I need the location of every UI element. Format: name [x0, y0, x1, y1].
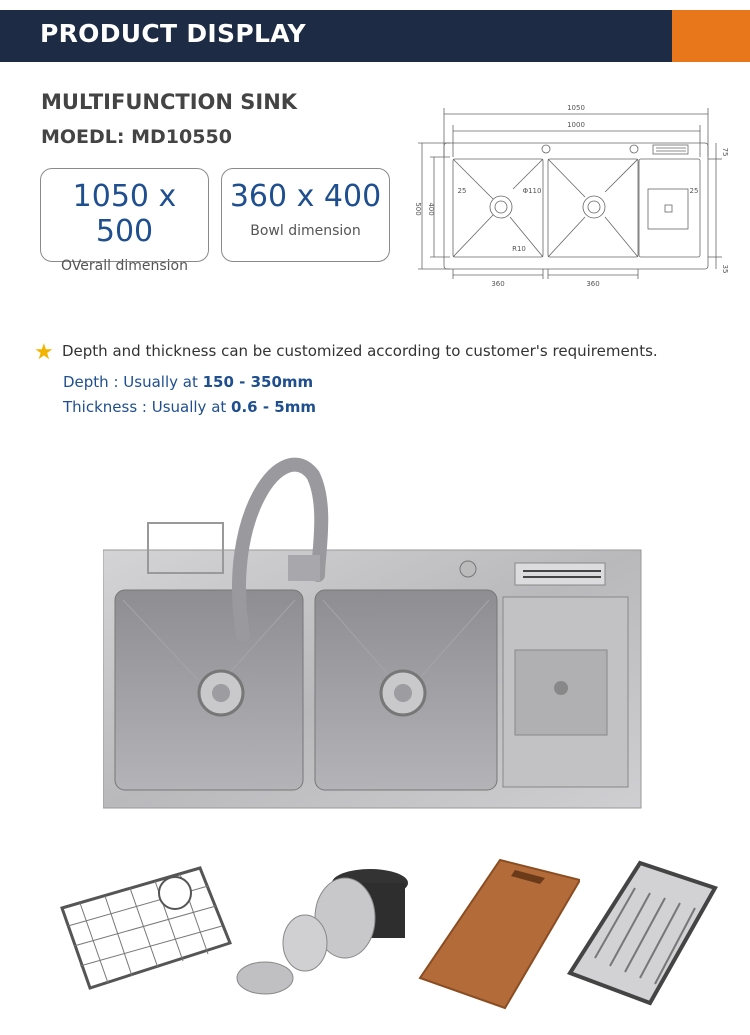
- grid-rack-photo: [50, 848, 235, 1013]
- strainer-photo: [235, 848, 415, 1013]
- note-text: Depth and thickness can be customized according to customer's requirements.: [62, 342, 658, 360]
- technical-drawing: [410, 97, 730, 289]
- star-icon: ★: [34, 340, 54, 365]
- bowl-dimension-label: Bowl dimension: [250, 223, 361, 239]
- overall-dimension-card: [40, 168, 209, 274]
- product-name: MULTIFUNCTION SINK: [41, 90, 298, 114]
- drain-basket-photo: [565, 848, 730, 1013]
- drawing-overall-width: 1050: [567, 104, 585, 112]
- drawing-inner-width: 1000: [567, 121, 585, 129]
- overall-dimension-value: 1050 x 500: [72, 179, 177, 249]
- drawing-radius: R10: [512, 245, 526, 253]
- depth-value: 150 - 350mm: [202, 373, 314, 391]
- drawing-height-outer: 500: [414, 202, 422, 216]
- depth-spec: [63, 373, 313, 391]
- overall-dimension-label: OVerall dimension: [61, 258, 188, 274]
- thickness-value: 0.6 - 5mm: [231, 398, 316, 416]
- product-model: MOEDL: MD10550: [41, 126, 232, 148]
- drawing-offset-left: 25: [457, 187, 467, 195]
- drawing-height-inner: 400: [427, 202, 435, 216]
- customization-note: [34, 340, 658, 365]
- sink-product-photo: [103, 445, 643, 810]
- cutting-board-photo: [415, 848, 580, 1013]
- page-title: PRODUCT DISPLAY: [40, 19, 306, 48]
- bowl-dimension-card: [221, 168, 390, 262]
- drawing-bowl-width-2: 360: [586, 280, 600, 288]
- depth-label: Depth : Usually at: [63, 373, 203, 391]
- drawing-bottom-margin: 35: [721, 264, 729, 274]
- thickness-label: Thickness : Usually at: [63, 398, 232, 416]
- header-banner: [0, 10, 750, 62]
- drawing-top-margin: 75: [721, 147, 729, 157]
- drawing-bowl-width-1: 360: [491, 280, 505, 288]
- thickness-spec: [63, 398, 316, 416]
- drawing-drain-diameter: Φ110: [522, 187, 542, 195]
- drawing-offset-right: 25: [689, 187, 699, 195]
- bowl-dimension-value: 360 x 400: [229, 179, 382, 214]
- banner-accent: [672, 10, 750, 62]
